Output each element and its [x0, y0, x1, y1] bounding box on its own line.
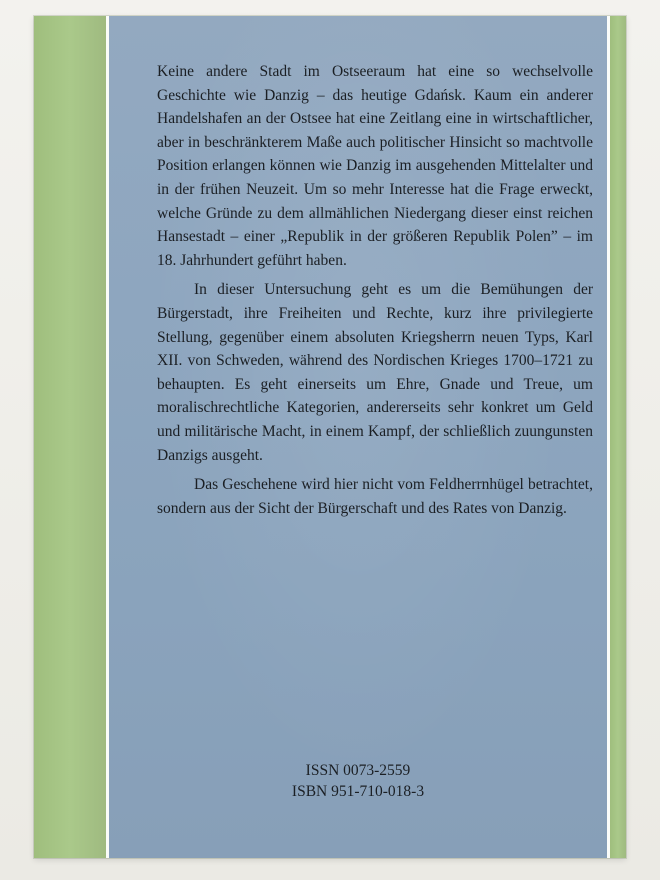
- blue-text-panel: [109, 16, 607, 858]
- blurb-paragraph-2: In dieser Untersuchung geht es um die Bemühungen der Bürgerstadt, ihre Freiheiten und Rechte, kurz ihre privilegierte Stellung, gegenüber einem absoluten Kriegsherrn neuen Typs, Karl XII. von Schweden, während des Nordischen Krieges 1700–1721 zu behaupten. Es geht einerseits um Ehre, Gnade und Treue, um moralischrechtliche Kategorien, andererseits sehr konkret um Geld und militärische Macht, in einem Kampf, der schließlich zuungunsten Danzigs ausgeht.: [157, 281, 593, 464]
- isbn-line: ISBN 951-710-018-3: [291, 783, 425, 800]
- green-edge-band: [610, 16, 626, 858]
- blurb-text: [157, 60, 593, 526]
- identifier-block: [109, 760, 607, 802]
- issn-line: ISSN 0073-2559: [305, 762, 411, 779]
- book-back-cover: [34, 16, 626, 858]
- green-spine-band: [34, 16, 106, 858]
- blurb-paragraph-3: Das Geschehene wird hier nicht vom Feldherrnhügel betrachtet, sondern aus der Sicht der Bürgerschaft und des Rates von Danzig.: [157, 476, 593, 517]
- blurb-paragraph-1: Keine andere Stadt im Ostseeraum hat eine so wechselvolle Geschichte wie Danzig – das heutige Gdańsk. Kaum ein anderer Handelshafen an der Ostsee hat eine Zeitlang eine in wirtschaftlicher, aber in beschränkterem Maße auch politischer Hinsicht so machtvolle Position erlangen können wie Danzig im ausgehenden Mittelalter und in der frühen Neuzeit. Um so mehr Interesse hat die Frage erweckt, welche Gründe zu dem allmählichen Niedergang dieser einst reichen Hansestadt – einer „Republik in der größeren Republik Polen” – im 18. Jahrhundert geführt haben.: [157, 63, 593, 269]
